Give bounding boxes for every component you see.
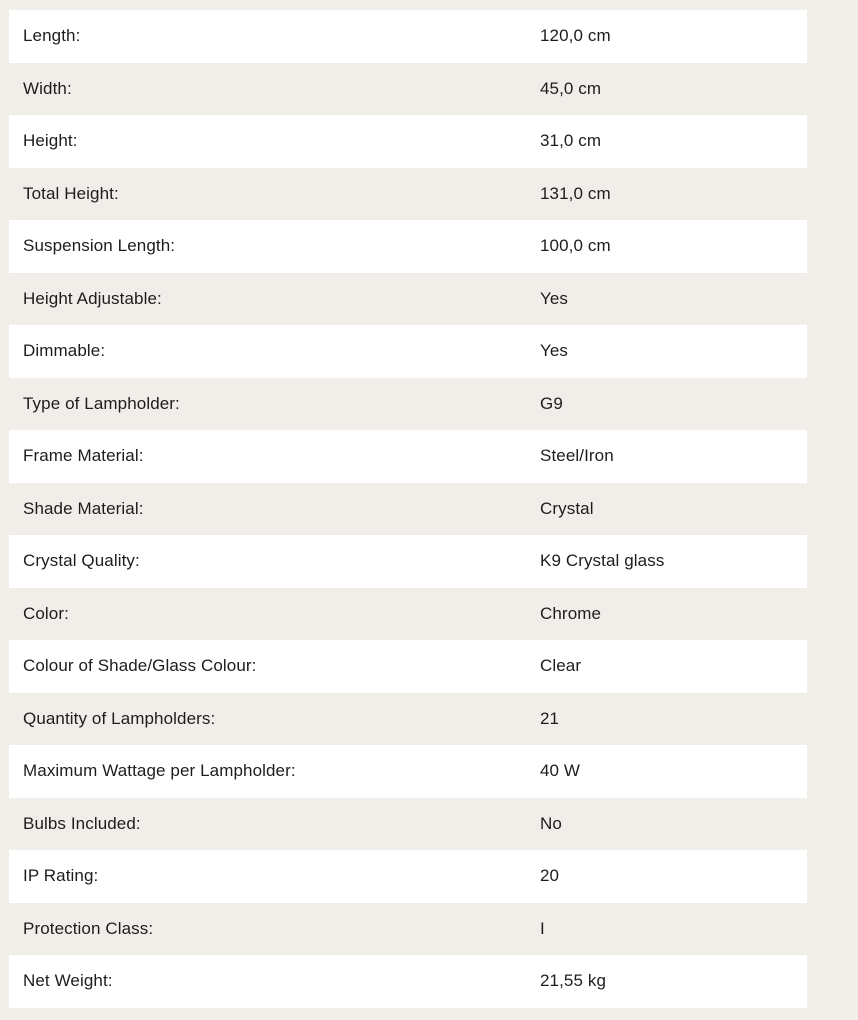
spec-value: 131,0 cm bbox=[540, 183, 611, 203]
spec-row-total-height bbox=[9, 168, 807, 221]
spec-value: 120,0 cm bbox=[540, 26, 611, 46]
spec-value: 100,0 cm bbox=[540, 236, 611, 256]
spec-value: K9 Crystal glass bbox=[540, 551, 665, 571]
spec-label: Crystal Quality: bbox=[23, 551, 140, 571]
spec-row-lampholder-quantity bbox=[9, 693, 807, 746]
spec-row-max-wattage bbox=[9, 745, 807, 798]
spec-value: Clear bbox=[540, 656, 582, 676]
spec-label: Protection Class: bbox=[23, 918, 154, 938]
spec-label: Color: bbox=[23, 603, 69, 623]
spec-row-ip-rating bbox=[9, 850, 807, 903]
spec-label: Height Adjustable: bbox=[23, 288, 162, 308]
spec-label: Net Weight: bbox=[23, 971, 113, 991]
spec-value: Crystal bbox=[540, 498, 594, 518]
spec-row-width bbox=[9, 63, 807, 116]
spec-label: Dimmable: bbox=[23, 341, 106, 361]
spec-row-height bbox=[9, 115, 807, 168]
spec-row-protection-class bbox=[9, 903, 807, 956]
spec-label: Length: bbox=[23, 26, 81, 46]
spec-value: 20 bbox=[540, 866, 560, 886]
spec-label: Type of Lampholder: bbox=[23, 393, 180, 413]
spec-row-color bbox=[9, 588, 807, 641]
spec-label: IP Rating: bbox=[23, 866, 99, 886]
spec-label: Shade Material: bbox=[23, 498, 144, 518]
spec-value: 21,55 kg bbox=[540, 971, 607, 991]
spec-value: Yes bbox=[540, 341, 569, 361]
spec-row-bulbs-included bbox=[9, 798, 807, 851]
spec-row-lampholder-type bbox=[9, 378, 807, 431]
spec-row-shade-material bbox=[9, 483, 807, 536]
spec-value: I bbox=[540, 918, 545, 938]
spec-value: 21 bbox=[540, 708, 560, 728]
spec-value: 45,0 cm bbox=[540, 78, 602, 98]
spec-label: Width: bbox=[23, 78, 72, 98]
spec-row-crystal-quality bbox=[9, 535, 807, 588]
spec-label: Frame Material: bbox=[23, 446, 144, 466]
spec-label: Total Height: bbox=[23, 183, 119, 203]
spec-label: Maximum Wattage per Lampholder: bbox=[23, 761, 296, 781]
spec-row-net-weight bbox=[9, 955, 807, 1008]
spec-row-suspension-length bbox=[9, 220, 807, 273]
spec-value: Chrome bbox=[540, 603, 602, 623]
spec-label: Height: bbox=[23, 131, 78, 151]
spec-value: 31,0 cm bbox=[540, 131, 602, 151]
specifications-table bbox=[9, 10, 807, 1008]
spec-row-shade-colour bbox=[9, 640, 807, 693]
spec-label: Bulbs Included: bbox=[23, 813, 141, 833]
spec-label: Quantity of Lampholders: bbox=[23, 708, 216, 728]
spec-row-frame-material bbox=[9, 430, 807, 483]
spec-value: 40 W bbox=[540, 761, 581, 781]
spec-label: Suspension Length: bbox=[23, 236, 176, 256]
spec-value: No bbox=[540, 813, 562, 833]
spec-row-height-adjustable bbox=[9, 273, 807, 326]
spec-value: Yes bbox=[540, 288, 569, 308]
spec-row-dimmable bbox=[9, 325, 807, 378]
spec-row-length bbox=[9, 10, 807, 63]
spec-value: G9 bbox=[540, 393, 563, 413]
spec-value: Steel/Iron bbox=[540, 446, 614, 466]
spec-label: Colour of Shade/Glass Colour: bbox=[23, 656, 257, 676]
